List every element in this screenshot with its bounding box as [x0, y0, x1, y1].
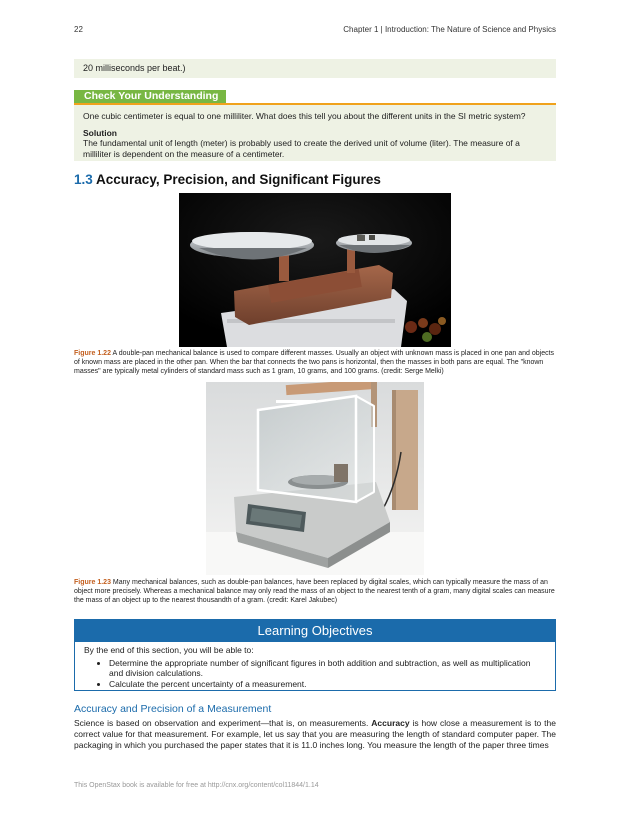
figure-2-caption [74, 578, 556, 605]
figure-2-caption-text: Many mechanical balances, such as double-pan balances, have been replaced by digital scales, which can typically measure the mass of an object more precisely. Whereas a mechanical balance may only read the mass of an object to the nearest tenth of a gram, many digital scales can measure the mass of an object up to the nearest thousandth of a gram. (credit: Karel Jakubec) [74, 579, 555, 604]
check-understanding-header [74, 90, 556, 105]
figure-1-label: Figure 1.22 [74, 350, 111, 357]
figure-1-caption [74, 349, 556, 376]
page-footer: This OpenStax book is available for free at http://cnx.org/content/col11844/1.14 [74, 782, 319, 789]
cyu-solution-label: Solution [83, 127, 117, 138]
cyu-solution-text: The fundamental unit of length (meter) is probably used to create the derived unit of volume (liter). The measure of a milliliter is dependent on the measure of a centimeter. [83, 138, 520, 159]
subsection-heading: Accuracy and Precision of a Measurement [74, 703, 272, 715]
learning-objectives-box [74, 619, 556, 691]
learning-objectives-title: Learning Objectives [75, 620, 555, 642]
cyu-question: One cubic centimeter is equal to one milliliter. What does this tell you about the different units in the SI metric system? [83, 111, 526, 121]
page-number: 22 [74, 25, 83, 34]
learning-objectives-body [75, 642, 555, 689]
continuation-text: 20 milliseconds per beat.) [83, 63, 186, 73]
figure-digital-scale [206, 382, 424, 575]
digital-scale-photo [206, 382, 424, 575]
figure-2-label: Figure 1.23 [74, 579, 111, 586]
learning-objectives-intro: By the end of this section, you will be able to: [84, 645, 254, 655]
section-heading [74, 172, 381, 187]
figure-double-pan-balance [179, 193, 451, 347]
double-pan-balance-photo [179, 193, 451, 347]
learning-objective-item: • Calculate the percent uncertainty of a measurement. [109, 679, 546, 690]
check-understanding-box [74, 105, 556, 161]
body-text-part-2: is how close a measurement is to the correct value for that measurement. For example, let us say that you are measuring the length of standard computer paper. The packaging in which you purchased the paper states that it is 11.0 inches long. You measure the length of the paper three times [74, 718, 556, 750]
learning-objectives-list [84, 658, 546, 690]
figure-1-caption-text: A double-pan mechanical balance is used to compare different masses. Usually an object with unknown mass is placed in one pan and objects of known mass are placed in the other pan. When the bar that connects the two pans is horizontal, then the masses in both pans are equal. The "known masses" are typically metal cylinders of standard mass such as 1 gram, 10 grams, and 100 grams. (credit: Serge Melki) [74, 350, 555, 375]
section-title: Accuracy, Precision, and Significant Figures [96, 172, 381, 187]
learning-objective-item: • Determine the appropriate number of significant figures in both addition and subtraction, as well as multiplication and division calculations. [109, 658, 546, 679]
body-paragraph [74, 718, 556, 751]
check-understanding-title: Check Your Understanding [74, 90, 226, 103]
body-text-part-1: Science is based on observation and experiment—that is, on measurements. [74, 718, 372, 728]
accuracy-term: Accuracy [371, 718, 410, 728]
continuation-box [74, 59, 556, 78]
section-number: 1.3 [74, 172, 93, 187]
chapter-header: Chapter 1 | Introduction: The Nature of Science and Physics [343, 25, 556, 34]
